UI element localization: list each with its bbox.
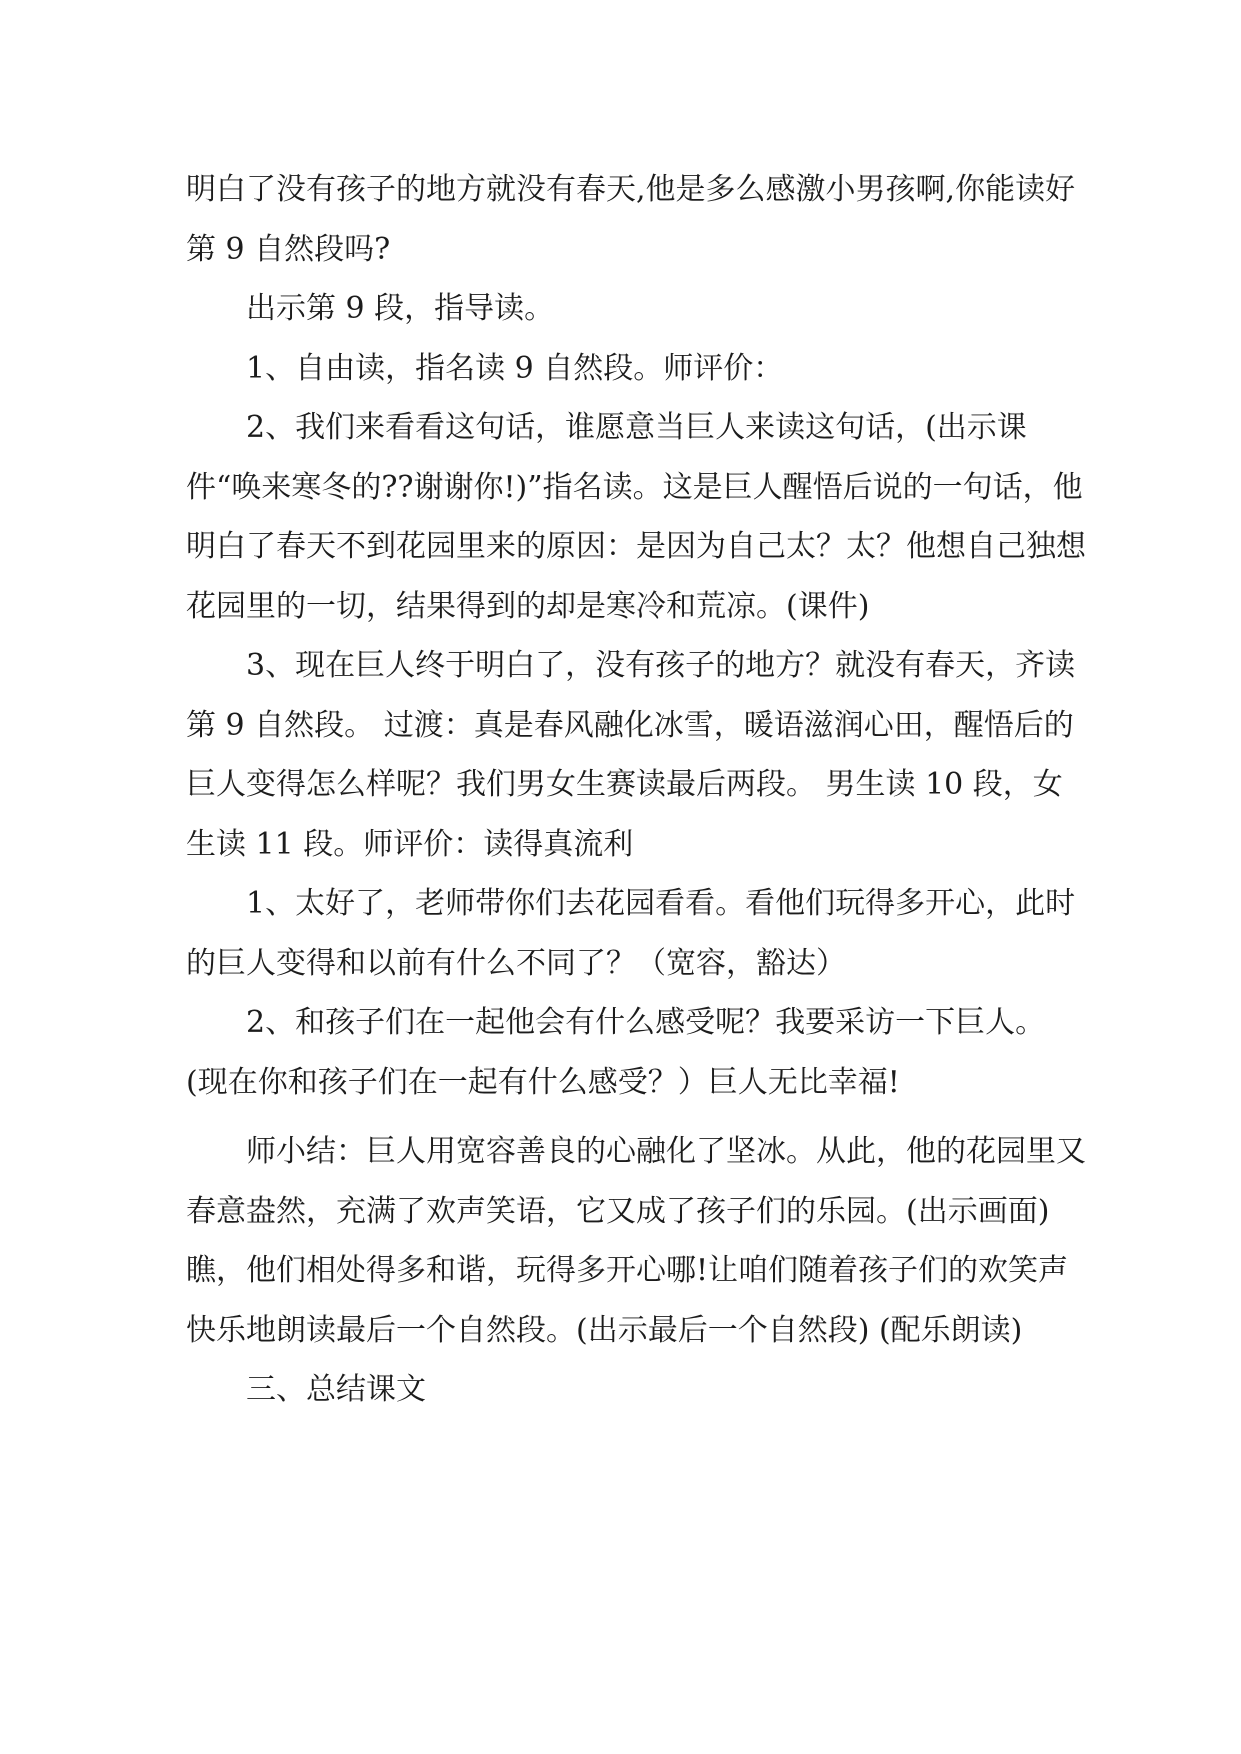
- paragraph-8: 师小结：巨人用宽容善良的心融化了坚冰。从此，他的花园里又春意盎然，充满了欢声笑语，它又成了孩子们的乐园。(出示画面)瞧，他们相处得多和谐，玩得多开心哪!让咱们随着孩子们的欢笑声快乐地朗读最后一个自然段。(出示最后一个自然段) (配乐朗读): [186, 1134, 1086, 1348]
- paragraph-6: 1、太好了，老师带你们去花园看看。看他们玩得多开心，此时的巨人变得和以前有什么不同了？（宽容，豁达）: [186, 886, 1076, 981]
- paragraph-3: 1、自由读，指名读 9 自然段。师评价：: [246, 350, 784, 386]
- section-heading: 三、总结课文: [246, 1372, 426, 1407]
- paragraph-1: 明白了没有孩子的地方就没有春天,他是多么感激小男孩啊,你能读好第 9 自然段吗?: [186, 172, 1076, 267]
- document-body: [186, 160, 1086, 1420]
- paragraph-5: 3、现在巨人终于明白了，没有孩子的地方？就没有春天，齐读第 9 自然段。 过渡：真是春风融化冰雪，暖语滋润心田，醒悟后的巨人变得怎么样呢？我们男女生赛读最后两段。 男生读 10 段，女生读 11 段。师评价：读得真流利: [186, 648, 1076, 862]
- paragraph-2: 出示第 9 段，指导读。: [246, 291, 555, 326]
- paragraph-4: 2、我们来看看这句话，谁愿意当巨人来读这句话，(出示课件“唤来寒冬的??谢谢你!)”指名读。这是巨人醒悟后说的一句话，他明白了春天不到花园里来的原因：是因为自己太？太？他想自己独想花园里的一切，结果得到的却是寒冷和荒凉。(课件): [186, 410, 1086, 624]
- paragraph-7: 2、和孩子们在一起他会有什么感受呢？我要采访一下巨人。(现在你和孩子们在一起有什么感受？）巨人无比幸福!: [186, 1005, 1046, 1100]
